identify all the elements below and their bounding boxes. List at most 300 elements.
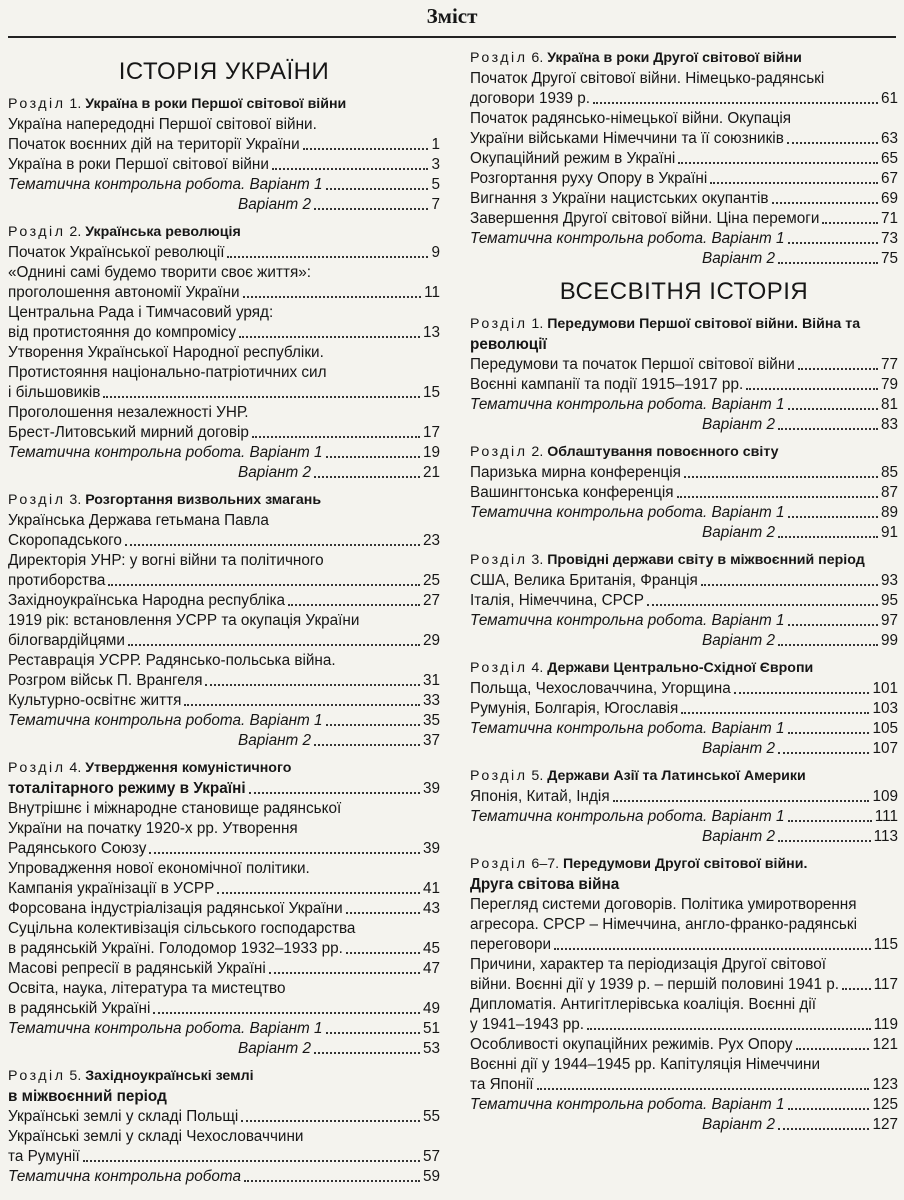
ukraine-entry[interactable]	[8, 819, 440, 839]
ukraine-entry[interactable]	[8, 383, 440, 403]
dot-leader	[842, 988, 871, 990]
ukraine-cont-entry[interactable]	[470, 169, 898, 189]
section-heading	[470, 444, 898, 461]
ukraine-entry[interactable]	[8, 1107, 440, 1127]
dot-leader	[128, 644, 420, 646]
page-number: 99	[880, 632, 898, 649]
section-label: Розділ	[470, 316, 528, 332]
world-section-5	[470, 768, 898, 847]
page-number: 81	[880, 396, 898, 413]
entry-title: Форсована індустріалізація радянської України	[8, 900, 343, 917]
entry-title: Румунія, Болгарія, Югославія	[470, 700, 679, 717]
world-entry[interactable]	[470, 1075, 898, 1095]
ukraine-entry[interactable]	[8, 135, 440, 155]
section-heading	[8, 760, 440, 777]
entry-title: Освіта, наука, література та мистецтво	[8, 980, 286, 997]
ukraine-entry[interactable]	[8, 263, 440, 283]
left-column	[8, 46, 440, 1196]
ukraine-entry[interactable]	[8, 571, 440, 591]
ukraine-entry[interactable]	[8, 731, 440, 751]
world-entry[interactable]	[470, 571, 898, 591]
entry-title: в радянській Україні	[8, 1000, 151, 1017]
entry-title: Україна в роки Першої світової війни	[8, 156, 269, 173]
ukraine-entry[interactable]	[8, 175, 440, 195]
entry-title: Українська Держава гетьмана Павла	[8, 512, 269, 529]
page-number: 105	[872, 720, 898, 737]
dot-leader	[778, 536, 878, 538]
ukraine-cont-entry[interactable]	[470, 69, 898, 89]
section-name: Облаштування повоєнного світу	[547, 444, 779, 460]
dot-leader	[244, 1180, 420, 1182]
world-entry[interactable]	[470, 523, 898, 543]
entry-title: та Японії	[470, 1076, 534, 1093]
dot-leader	[647, 604, 878, 606]
entry-title: Протистояння національно-патріотичних сил	[8, 364, 327, 381]
entry-title: Тематична контрольна робота. Варіант 1	[470, 612, 785, 629]
ukraine-cont-entry[interactable]	[470, 109, 898, 129]
entry-title: Польща, Чехословаччина, Угорщина	[470, 680, 731, 697]
section-name: Держави Азії та Латинської Америки	[547, 768, 806, 784]
page-number: 15	[422, 384, 440, 401]
world-entry[interactable]	[470, 1035, 898, 1055]
ukraine-cont-entry[interactable]	[470, 229, 898, 249]
ukraine-entry[interactable]	[8, 899, 440, 919]
entry-title: договори 1939 р.	[470, 90, 590, 107]
section-heading	[470, 660, 898, 677]
section-heading	[470, 316, 898, 333]
ukraine-entry[interactable]	[8, 859, 440, 879]
page-number: 107	[872, 740, 898, 757]
section-heading	[8, 492, 440, 509]
dot-leader	[772, 202, 878, 204]
page-number: 93	[880, 572, 898, 589]
page-number: 77	[880, 356, 898, 373]
page-number: 23	[422, 532, 440, 549]
ukraine-entry[interactable]	[8, 919, 440, 939]
section-label: Розділ	[8, 1068, 66, 1084]
section-name: Передумови Другої світової війни.	[562, 856, 808, 872]
entry-title: Тематична контрольна робота. Варіант 1	[470, 230, 785, 247]
page-number: 69	[880, 190, 898, 207]
world-entry[interactable]	[470, 1115, 898, 1135]
entry-title: Західноукраїнська Народна республіка	[8, 592, 286, 609]
entry-title: Україна напередодні Першої світової війни.	[8, 116, 317, 133]
ukraine-entry[interactable]	[8, 283, 440, 303]
dot-leader	[243, 296, 422, 298]
entry-title: Перегляд системи договорів. Політика умиротворення	[470, 896, 857, 913]
ukraine-entry[interactable]	[8, 363, 440, 383]
entry-title: Варіант 2	[702, 828, 776, 845]
world-entry[interactable]	[470, 739, 898, 759]
page-number: 117	[873, 976, 898, 993]
entry-title: Завершення Другої світової війни. Ціна перемоги	[470, 210, 820, 227]
entry-title: Брест-Литовський мирний договір	[8, 424, 249, 441]
section-number: 1.	[65, 96, 86, 112]
page-number: 101	[872, 680, 898, 697]
world-entry[interactable]	[470, 995, 898, 1015]
ukraine-entry[interactable]	[8, 343, 440, 363]
world-section-3	[470, 552, 898, 651]
entry-title: Центральна Рада і Тимчасовий уряд:	[8, 304, 274, 321]
section-number: 6.	[527, 50, 548, 66]
world-entry[interactable]	[470, 503, 898, 523]
page-number: 83	[880, 416, 898, 433]
dot-leader	[788, 242, 878, 244]
ukraine-cont-section-1	[470, 50, 898, 269]
dot-leader	[346, 912, 420, 914]
page-number: 63	[880, 130, 898, 147]
section-number: 2.	[527, 444, 548, 460]
entry-title: від протистояння до компромісу	[8, 324, 236, 341]
dot-leader	[314, 744, 420, 746]
ukraine-entry[interactable]	[8, 591, 440, 611]
section-number: 2.	[65, 224, 86, 240]
entry-title: Розгром військ П. Врангеля	[8, 672, 203, 689]
ukraine-entry[interactable]	[8, 531, 440, 551]
page-number: 3	[431, 156, 440, 173]
page-number: 57	[422, 1148, 440, 1165]
dot-leader	[537, 1088, 870, 1090]
dot-leader	[314, 1052, 420, 1054]
world-entry[interactable]	[470, 915, 898, 935]
section-label: Розділ	[8, 760, 66, 776]
entry-title: Культурно-освітнє життя	[8, 692, 182, 709]
page-number: 85	[880, 464, 898, 481]
world-section-6	[470, 856, 898, 1135]
ukraine-entry[interactable]	[8, 423, 440, 443]
world-entry[interactable]	[470, 827, 898, 847]
section-name-line-2: в міжвоєнний період	[8, 1088, 167, 1105]
dot-leader	[326, 1032, 420, 1034]
section-heading	[8, 96, 440, 113]
world-entry[interactable]	[470, 699, 898, 719]
page-number: 7	[431, 196, 440, 213]
ukraine-entry[interactable]	[8, 155, 440, 175]
world-entry[interactable]	[470, 1015, 898, 1035]
dot-leader	[788, 408, 878, 410]
entry-title: Варіант 2	[702, 524, 776, 541]
page-number: 53	[422, 1040, 440, 1057]
entry-title: Тематична контрольна робота. Варіант 1	[470, 504, 785, 521]
section-heading-continuation	[470, 875, 898, 895]
entry-title: Варіант 2	[702, 1116, 776, 1133]
world-entry[interactable]	[470, 591, 898, 611]
page-number: 35	[422, 712, 440, 729]
world-entry[interactable]	[470, 1055, 898, 1075]
ukraine-entry[interactable]	[8, 115, 440, 135]
ukraine-cont-entry[interactable]	[470, 129, 898, 149]
dot-leader	[326, 188, 429, 190]
ukraine-section-1	[8, 96, 440, 215]
ukraine-entry[interactable]	[8, 1127, 440, 1147]
section-heading	[470, 50, 898, 67]
page-number: 45	[422, 940, 440, 957]
section-number: 5.	[65, 1068, 86, 1084]
page-number: 75	[880, 250, 898, 267]
section-name-line-2: тоталітарного режиму в Україні	[8, 780, 246, 797]
dot-leader	[788, 820, 872, 822]
entry-title: Початок Другої світової війни. Німецько-радянські	[470, 70, 825, 87]
ukraine-entry[interactable]	[8, 243, 440, 263]
entry-title: Воєнні дії у 1944–1945 рр. Капітуляція Німеччини	[470, 1056, 821, 1073]
section-number: 6–7.	[527, 856, 563, 872]
entry-title: Тематична контрольна робота. Варіант 1	[8, 176, 323, 193]
ukraine-entry[interactable]	[8, 671, 440, 691]
section-heading-continuation	[8, 1087, 440, 1107]
dot-leader	[787, 142, 878, 144]
ukraine-entry[interactable]	[8, 1147, 440, 1167]
section-number: 4.	[527, 660, 548, 676]
world-entry[interactable]	[470, 787, 898, 807]
ukraine-entry[interactable]	[8, 651, 440, 671]
page-title: Зміст	[426, 4, 478, 28]
world-entry[interactable]	[470, 375, 898, 395]
world-entry[interactable]	[470, 415, 898, 435]
section-heading	[8, 224, 440, 241]
ukraine-entry[interactable]	[8, 1167, 440, 1187]
entry-title: Причини, характер та періодизація Другої світової	[470, 956, 826, 973]
world-section-1	[470, 316, 898, 435]
right-column	[470, 46, 898, 1144]
world-entry[interactable]	[470, 611, 898, 631]
ukraine-entry[interactable]	[8, 195, 440, 215]
title-divider	[8, 36, 896, 38]
page-number: 127	[872, 1116, 898, 1133]
ukraine-entry[interactable]	[8, 1039, 440, 1059]
entry-title: Дипломатія. Антигітлерівська коаліція. Воєнні дії	[470, 996, 816, 1013]
section-number: 4.	[65, 760, 86, 776]
ukraine-entry[interactable]	[8, 443, 440, 463]
dot-leader	[587, 1028, 871, 1030]
page-number: 97	[880, 612, 898, 629]
dot-leader	[227, 256, 428, 258]
right-sections	[470, 316, 898, 1135]
ukraine-entry[interactable]	[8, 939, 440, 959]
page-number: 115	[873, 936, 898, 953]
entry-title: Розгортання руху Опору в Україні	[470, 170, 708, 187]
entry-title: Варіант 2	[702, 632, 776, 649]
ukraine-entry[interactable]	[8, 1019, 440, 1039]
dot-leader	[153, 1012, 420, 1014]
ukraine-entry[interactable]	[8, 799, 440, 819]
ukraine-cont-entry[interactable]	[470, 209, 898, 229]
world-entry[interactable]	[470, 935, 898, 955]
ukraine-cont-entry[interactable]	[470, 149, 898, 169]
dot-leader	[778, 752, 869, 754]
dot-leader	[217, 892, 420, 894]
entry-title: Упровадження нової економічної політики.	[8, 860, 310, 877]
section-number: 3.	[65, 492, 86, 508]
section-label: Розділ	[470, 444, 528, 460]
entry-title: Українські землі у складі Чехословаччини	[8, 1128, 304, 1145]
dot-leader	[778, 262, 878, 264]
dot-leader	[184, 704, 420, 706]
ukraine-entry[interactable]	[8, 463, 440, 483]
entry-title: Початок радянсько-німецької війни. Окупація	[470, 110, 792, 127]
entry-title: «Однині самі будемо творити своє життя»:	[8, 264, 311, 281]
world-entry[interactable]	[470, 483, 898, 503]
world-entry[interactable]	[470, 955, 898, 975]
world-entry[interactable]	[470, 631, 898, 651]
section-label: Розділ	[8, 96, 66, 112]
dot-leader	[710, 182, 878, 184]
entry-title: Тематична контрольна робота. Варіант 1	[470, 808, 785, 825]
entry-title: України на початку 1920-х рр. Утворення	[8, 820, 298, 837]
entry-title: Утворення Української Народної республіки.	[8, 344, 324, 361]
dot-leader	[83, 1160, 420, 1162]
page-number: 103	[872, 700, 898, 717]
dot-leader	[822, 222, 878, 224]
ukraine-section-4	[8, 760, 440, 1059]
entry-title: Тематична контрольна робота. Варіант 1	[470, 1096, 785, 1113]
dot-leader	[681, 712, 869, 714]
world-entry[interactable]	[470, 895, 898, 915]
dot-leader	[288, 604, 420, 606]
dot-leader	[701, 584, 878, 586]
world-entry[interactable]	[470, 463, 898, 483]
entry-title: Тематична контрольна робота. Варіант 1	[470, 396, 785, 413]
dot-leader	[249, 792, 420, 794]
dot-leader	[314, 208, 428, 210]
dot-leader	[326, 456, 420, 458]
world-entry[interactable]	[470, 395, 898, 415]
dot-leader	[613, 800, 870, 802]
section-name: Провідні держави світу в міжвоєнний період	[547, 552, 865, 568]
section-label: Розділ	[470, 50, 528, 66]
entry-title: та Румунії	[8, 1148, 80, 1165]
entry-title: Реставрація УСРР. Радянсько-польська війна.	[8, 652, 336, 669]
dot-leader	[272, 168, 429, 170]
part-title-world-history: ВСЕСВІТНЯ ІСТОРІЯ	[559, 278, 809, 305]
dot-leader	[788, 1108, 870, 1110]
dot-leader	[788, 516, 878, 518]
ukraine-section-2	[8, 224, 440, 483]
page-number: 21	[422, 464, 440, 481]
ukraine-entry[interactable]	[8, 691, 440, 711]
world-entry[interactable]	[470, 355, 898, 375]
entry-title: Японія, Китай, Індія	[470, 788, 610, 805]
page-number: 55	[422, 1108, 440, 1125]
page-number: 19	[422, 444, 440, 461]
world-entry[interactable]	[470, 719, 898, 739]
ukraine-entry[interactable]	[8, 879, 440, 899]
ukraine-entry[interactable]	[8, 511, 440, 531]
world-entry[interactable]	[470, 807, 898, 827]
page-number: 109	[872, 788, 898, 805]
section-number: 1.	[527, 316, 548, 332]
dot-leader	[346, 952, 420, 954]
world-entry[interactable]	[470, 1095, 898, 1115]
ukraine-section-5	[8, 1068, 440, 1187]
ukraine-entry[interactable]	[8, 403, 440, 423]
entry-title: Варіант 2	[238, 732, 312, 749]
page-number: 79	[880, 376, 898, 393]
page-number: 123	[872, 1076, 898, 1093]
ukraine-entry[interactable]	[8, 551, 440, 571]
entry-title: Варіант 2	[702, 740, 776, 757]
section-name: Україна в роки Першої світової війни	[85, 96, 347, 112]
page-number: 11	[424, 284, 440, 301]
entry-title: Окупаційний режим в Україні	[470, 150, 676, 167]
ukraine-entry[interactable]	[8, 839, 440, 859]
right-pre-sections	[470, 50, 898, 269]
entry-title: Вашингтонська конференція	[470, 484, 674, 501]
entry-title: Тематична контрольна робота. Варіант 1	[8, 444, 323, 461]
world-entry[interactable]	[470, 975, 898, 995]
entry-title: протиборства	[8, 572, 106, 589]
ukraine-cont-entry[interactable]	[470, 89, 898, 109]
ukraine-entry[interactable]	[8, 631, 440, 651]
page-number: 71	[880, 210, 898, 227]
entry-title: США, Велика Британія, Франція	[470, 572, 698, 589]
page-number: 33	[422, 692, 440, 709]
dot-leader	[746, 388, 878, 390]
section-label: Розділ	[470, 768, 528, 784]
world-section-2	[470, 444, 898, 543]
ukraine-entry[interactable]	[8, 303, 440, 323]
section-name: Україна в роки Другої світової війни	[547, 50, 802, 66]
entry-title: Особливості окупаційних режимів. Рух Опору	[470, 1036, 793, 1053]
dot-leader	[796, 1048, 870, 1050]
entry-title: Тематична контрольна робота	[8, 1168, 241, 1185]
entry-title: Варіант 2	[702, 250, 776, 267]
entry-title: Варіант 2	[702, 416, 776, 433]
entry-title: Кампанія українізації в УСРР	[8, 880, 215, 897]
section-label: Розділ	[470, 856, 528, 872]
ukraine-entry[interactable]	[8, 611, 440, 631]
section-number: 5.	[527, 768, 548, 784]
entry-title: Тематична контрольна робота. Варіант 1	[8, 1020, 323, 1037]
entry-title: України військами Німеччини та її союзників	[470, 130, 784, 147]
ukraine-entry[interactable]	[8, 979, 440, 999]
dot-leader	[103, 396, 420, 398]
entry-title: Італія, Німеччина, СРСР	[470, 592, 644, 609]
ukraine-entry[interactable]	[8, 711, 440, 731]
entry-title: переговори	[470, 936, 552, 953]
dot-leader	[798, 368, 878, 370]
page-number: 47	[422, 960, 440, 977]
ukraine-entry[interactable]	[8, 999, 440, 1019]
page-number: 91	[880, 524, 898, 541]
section-label: Розділ	[8, 492, 66, 508]
entry-title: Українські землі у складі Польщі	[8, 1108, 239, 1125]
dot-leader	[108, 584, 420, 586]
page-number: 59	[422, 1168, 440, 1185]
entry-title: Паризька мирна конференція	[470, 464, 681, 481]
ukraine-cont-entry[interactable]	[470, 249, 898, 269]
section-heading	[8, 1068, 440, 1085]
page-number: 27	[422, 592, 440, 609]
entry-title: Передумови та початок Першої світової війни	[470, 356, 795, 373]
entry-title: Внутрішнє і міжнародне становище радянської	[8, 800, 342, 817]
section-name: Українська революція	[85, 224, 241, 240]
dot-leader	[677, 496, 878, 498]
left-sections	[8, 96, 440, 1187]
dot-leader	[593, 102, 878, 104]
section-name: Західноукраїнські землі	[85, 1068, 254, 1084]
ukraine-cont-entry[interactable]	[470, 189, 898, 209]
page-number: 41	[422, 880, 440, 897]
world-entry[interactable]	[470, 679, 898, 699]
entry-title: агресора. СРСР – Німеччина, англо-франко-радянські	[470, 916, 857, 933]
entry-title: Воєнні кампанії та події 1915–1917 рр.	[470, 376, 744, 393]
dot-leader	[326, 724, 420, 726]
ukraine-entry[interactable]	[8, 323, 440, 343]
page-number: 5	[431, 176, 440, 193]
ukraine-entry[interactable]	[8, 959, 440, 979]
page-number: 51	[422, 1020, 440, 1037]
page-number: 125	[872, 1096, 898, 1113]
